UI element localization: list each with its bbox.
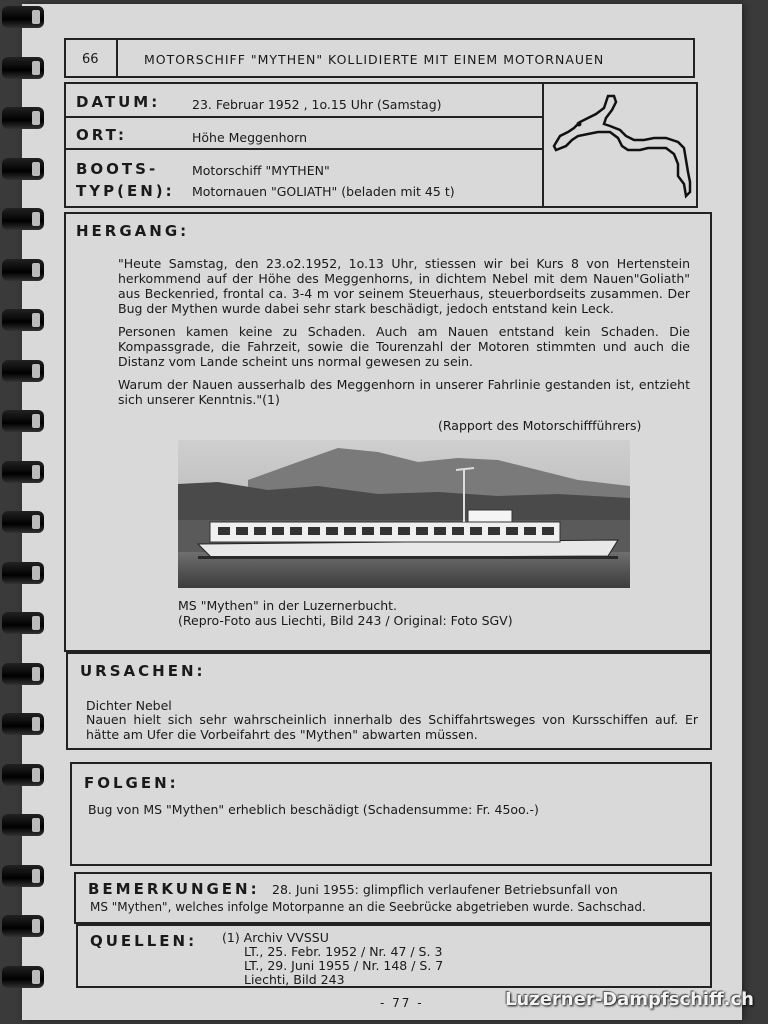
binder-ring <box>2 259 44 281</box>
ursachen-line-1: Dichter Nebel <box>86 698 172 713</box>
bemerkungen-value-1: 28. Juni 1955: glimpflich verlaufener Betriebsunfall von <box>272 882 618 897</box>
binder-ring <box>2 511 44 533</box>
hergang-paragraph-3: Warum der Nauen ausserhalb des Meggenhorn in unserer Fahrlinie gestanden ist, entzieht sich unserer Kenntnis."(1) <box>118 377 690 407</box>
hergang-box <box>64 212 712 652</box>
header-box <box>64 38 695 78</box>
quellen-label: QUELLEN: <box>90 932 198 950</box>
bemerkungen-label: BEMERKUNGEN: <box>88 880 260 898</box>
binder-ring <box>2 814 44 836</box>
watermark: Luzerner-Dampfschiff.ch <box>504 989 754 1010</box>
spiral-binding <box>0 0 46 1024</box>
hergang-paragraph-1: "Heute Samstag, den 23.o2.1952, 1o.13 Uhr, stiessen wir bei Kurs 8 von Hertenstein herkommend auf der Höhe des Meggenhorns, in dichtem Nebel mit dem Nauen"Goliath" aus Beckenried, frontal ca. 3-4 m vor seinem Steuerhaus, steuerbordseits zusammen. Der Bug der Mythen wurde dabei sehr stark beschädigt, jedoch entstand kein Leck. <box>118 256 690 316</box>
binder-ring <box>2 966 44 988</box>
binder-ring <box>2 764 44 786</box>
photo-caption-1: MS "Mythen" in der Luzernerbucht. <box>178 598 398 613</box>
folgen-label: FOLGEN: <box>84 774 179 792</box>
photo-caption-2: (Repro-Foto aus Liechti, Bild 243 / Original: Foto SGV) <box>178 613 513 628</box>
binder-ring <box>2 410 44 432</box>
binder-ring <box>2 663 44 685</box>
bemerkungen-value-2: MS "Mythen", welches infolge Motorpanne an die Seebrücke abgetrieben wurde. Sachschad. <box>90 900 646 914</box>
binder-ring <box>2 562 44 584</box>
quellen-line-4: Liechti, Bild 243 <box>244 972 345 987</box>
hergang-text <box>118 256 690 407</box>
quellen-line-3: LT., 29. Juni 1955 / Nr. 148 / S. 7 <box>244 958 444 973</box>
lake-map-icon <box>548 88 694 202</box>
binder-ring <box>2 107 44 129</box>
binder-ring <box>2 309 44 331</box>
ursachen-box <box>66 652 712 750</box>
ursachen-label: URSACHEN: <box>80 662 206 680</box>
info-box <box>64 82 698 208</box>
quellen-box <box>76 924 712 988</box>
bemerkungen-box <box>74 872 712 924</box>
bootstyp-value-1: Motorschiff "MYTHEN" <box>192 163 330 178</box>
page-number-header: 66 <box>82 52 99 67</box>
bootstyp-label-2: TYP(EN): <box>76 182 175 200</box>
folgen-box <box>70 762 712 866</box>
quellen-line-1: (1) Archiv VVSSU <box>222 930 329 945</box>
binder-ring <box>2 360 44 382</box>
binder-ring <box>2 57 44 79</box>
binder-ring <box>2 915 44 937</box>
binder-ring <box>2 208 44 230</box>
hergang-paragraph-2: Personen kamen keine zu Schaden. Auch am Nauen entstand kein Schaden. Die Kompassgrade, die Fahrzeit, sowie die Tourenzahl der Motoren stimmten und auch die Distanz vom Lande scheint uns normal gewesen zu sein. <box>118 324 690 369</box>
quellen-line-2: LT., 25. Febr. 1952 / Nr. 47 / S. 3 <box>244 944 443 959</box>
hergang-label: HERGANG: <box>76 222 190 240</box>
binder-ring <box>2 612 44 634</box>
bootstyp-label-1: BOOTS- <box>76 160 159 178</box>
page-number-footer: - 77 - <box>380 996 424 1010</box>
hergang-source: (Rapport des Motorschiffführers) <box>438 418 642 433</box>
binder-ring <box>2 6 44 28</box>
binder-ring <box>2 865 44 887</box>
binder-ring <box>2 713 44 735</box>
datum-value: 23. Februar 1952 , 1o.15 Uhr (Samstag) <box>192 97 442 112</box>
bootstyp-value-2: Motornauen "GOLIATH" (beladen mit 45 t) <box>192 184 455 199</box>
ship-photo <box>178 440 630 588</box>
ort-value: Höhe Meggenhorn <box>192 130 308 145</box>
binder-ring <box>2 158 44 180</box>
ort-label: ORT: <box>76 126 128 144</box>
folgen-value: Bug von MS "Mythen" erheblich beschädigt (Schadensumme: Fr. 45oo.-) <box>88 802 539 817</box>
page-title: MOTORSCHIFF "MYTHEN" KOLLIDIERTE MIT EINEM MOTORNAUEN <box>144 52 605 67</box>
datum-label: DATUM: <box>76 93 161 111</box>
binder-ring <box>2 461 44 483</box>
ursachen-line-2: Nauen hielt sich sehr wahrscheinlich innerhalb des Schiffahrtsweges von Kursschiffen auf. Er hätte am Ufer die Vorbeifahrt des "Mythen" abwarten müssen. <box>86 712 698 742</box>
